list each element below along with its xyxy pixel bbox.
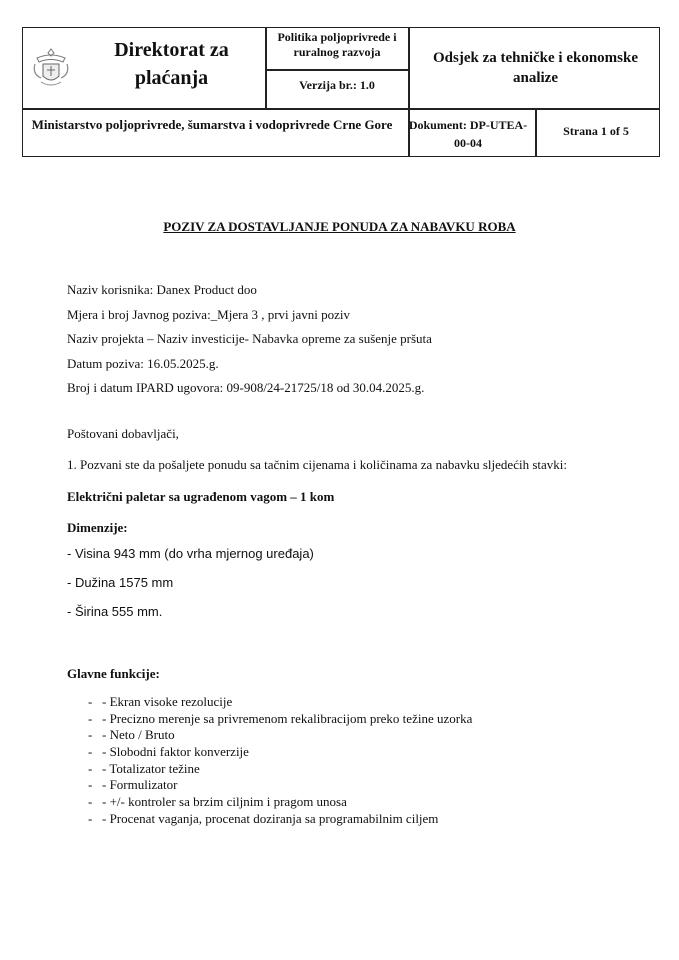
invitation-info [67, 281, 432, 404]
beneficiary-name: Naziv korisnika: Danex Product doo [67, 282, 257, 297]
contract-line: Broj i datum IPARD ugovora: 09-908/24-21725/18 od 30.04.2025.g. [67, 380, 425, 395]
invitation-text: 1. Pozvani ste da pošaljete ponudu sa tačnim cijenama i količinama za nabavku sljedećih stavki: [67, 457, 567, 472]
policy-title: Politika poljoprivrede i ruralnog razvoja [277, 30, 397, 59]
list-item: - - Procenat vaganja, procenat doziranja sa programabilnim ciljem [88, 811, 472, 828]
coat-of-arms-icon [31, 46, 71, 92]
document-title: POZIV ZA DOSTAVLJANJE PONUDA ZA NABAVKU ROBA [163, 219, 516, 234]
date-line: Datum poziva: 16.05.2025.g. [67, 355, 219, 371]
dimensions-list [67, 545, 314, 632]
list-item: - - +/- kontroler sa brzim ciljnim i pragom unosa [88, 794, 472, 811]
dimension-width: - Širina 555 mm. [67, 604, 163, 619]
version-label: Verzija br.: 1.0 [299, 78, 375, 92]
directorate-title: Direktorat za plaćanja [114, 39, 229, 89]
list-item: - - Formulizator [88, 777, 472, 794]
dimensions-heading: Dimenzije: [67, 520, 128, 535]
functions-list [88, 694, 472, 828]
department-title: Odsjek za tehničke i ekonomske analize [432, 50, 638, 86]
ministry-title: Ministarstvo poljoprivrede, šumarstva i vodoprivrede Crne Gore [31, 117, 393, 132]
list-item: - - Totalizator težine [88, 761, 472, 778]
functions-heading: Glavne funkcije: [67, 666, 160, 681]
page-number: Strana 1 of 5 [563, 124, 629, 138]
dimension-length: - Dužina 1575 mm [67, 575, 174, 590]
document-number: Dokument: DP-UTEA-00-04 [408, 118, 528, 150]
list-item: - - Precizno merenje sa privremenom rekalibracijom preko težine uzorka [88, 711, 472, 728]
greeting: Poštovani dobavljači, [67, 426, 179, 441]
list-item: - - Slobodni faktor konverzije [88, 744, 472, 761]
list-item: - - Ekran visoke rezolucije [88, 694, 472, 711]
document-header [22, 27, 660, 157]
project-line: Naziv projekta – Naziv investicije- Nabavka opreme za sušenje pršuta [67, 331, 432, 346]
list-item: - - Neto / Bruto [88, 727, 472, 744]
dimension-height: - Visina 943 mm (do vrha mjernog uređaja) [67, 546, 314, 561]
measure-line: Mjera i broj Javnog poziva:_Mjera 3 , prvi javni poziv [67, 306, 351, 322]
item-title: Električni paletar sa ugrađenom vagom – 1 kom [67, 489, 335, 504]
